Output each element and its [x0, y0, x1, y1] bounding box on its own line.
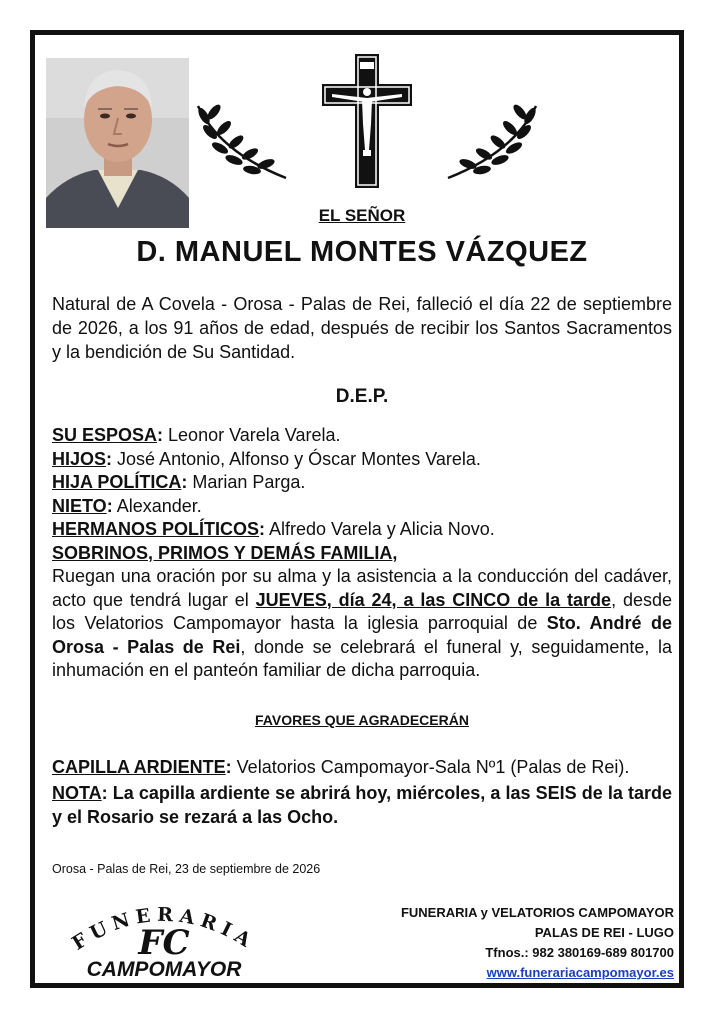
deceased-name: D. MANUEL MONTES VÁZQUEZ	[136, 236, 588, 268]
website-link[interactable]: www.funerariacampomayor.es	[486, 965, 674, 980]
capilla-ardiente: CAPILLA ARDIENTE: Velatorios Campomayor-Sala Nº1 (Palas de Rei).	[52, 757, 630, 777]
nota-value: La capilla ardiente se abrirá hoy, miércoles, a las SEIS de la tarde y el Rosario se rezará a las Ocho.	[52, 783, 672, 827]
family-entry: HIJA POLÍTICA: Marian Parga.	[52, 472, 306, 492]
portrait-photo	[46, 58, 189, 228]
ceremony-church: Sto. André de Orosa - Palas de Rei	[52, 613, 673, 657]
family-list	[52, 424, 672, 683]
company-name: FUNERARIA y VELATORIOS CAMPOMAYOR	[400, 905, 674, 920]
capilla-label: CAPILLA ARDIENTE	[52, 757, 226, 777]
logo-arc-text: FUNERARIA	[68, 903, 260, 955]
family-entry: SOBRINOS, PRIMOS Y DEMÁS FAMILIA,	[52, 542, 398, 563]
ceremony-time: JUEVES, día 24, a las CINCO de la tarde	[255, 589, 612, 610]
family-entry: HERMANOS POLÍTICOS: Alfredo Varela y Alicia Novo.	[52, 519, 495, 539]
crucifix-icon	[322, 54, 412, 188]
family-value: José Antonio, Alfonso y Óscar Montes Varela.	[112, 448, 481, 469]
family-label: HIJA POLÍTICA	[52, 472, 182, 492]
intro-paragraph: Natural de A Covela - Orosa - Palas de Rei, falleció el día 22 de septiembre de 2026, a los 91 años de edad, después de recibir los Santos Sacramentos y la bendición de Su Santidad.	[52, 294, 672, 362]
nota-label: NOTA	[52, 783, 102, 803]
family-label: HERMANOS POLÍTICOS	[52, 519, 260, 539]
title-prefix: EL SEÑOR	[318, 206, 406, 225]
company-location: PALAS DE REI - LUGO	[534, 925, 674, 940]
family-label: SU ESPOSA	[52, 425, 158, 445]
family-value: Leonor Varela Varela.	[163, 425, 341, 445]
family-label: NIETO	[52, 495, 107, 516]
nota: NOTA: La capilla ardiente se abrirá hoy, miércoles, a las SEIS de la tarde y el Rosario se rezará a las Ocho.	[52, 783, 672, 827]
company-phones: Tfnos.: 982 380169-689 801700	[485, 945, 674, 960]
dep-heading: D.E.P.	[335, 386, 389, 407]
family-value: Alfredo Varela y Alicia Novo.	[265, 519, 495, 539]
family-value: Alexander.	[112, 495, 202, 516]
family-value: Marian Parga.	[187, 472, 306, 492]
laurel-branch-icon	[190, 102, 290, 184]
family-entry: SU ESPOSA: Leonor Varela Varela.	[52, 425, 341, 445]
favores-line: FAVORES QUE AGRADECERÁN	[255, 712, 469, 728]
family-entry: HIJOS: José Antonio, Alfonso y Óscar Montes Varela.	[52, 448, 481, 469]
ceremony-paragraph: Ruegan una oración por su alma y la asistencia a la conducción del cadáver, acto que tendrá lugar el JUEVES, día 24, a las CINCO de la tarde, desde los Velatorios Campomayor hasta la iglesia parroquial de Sto. André de Orosa - Palas de Rei, donde se celebrará el funeral y, seguidamente, la inhumación en el panteón familiar de dicha parroquia.	[52, 566, 673, 680]
contact-block	[401, 903, 674, 983]
family-entry: NIETO: Alexander.	[52, 495, 202, 516]
date-line: Orosa - Palas de Rei, 23 de septiembre de 2026	[52, 862, 321, 876]
laurel-branch-icon	[444, 102, 544, 184]
logo-monogram: FC	[138, 923, 190, 963]
capilla-value: Velatorios Campomayor-Sala Nº1 (Palas de Rei).	[231, 757, 630, 777]
family-label: HIJOS	[52, 448, 107, 469]
family-label: SOBRINOS, PRIMOS Y DEMÁS FAMILIA	[52, 542, 393, 563]
funeraria-logo	[56, 890, 272, 980]
logo-brand: CAMPOMAYOR	[86, 958, 242, 980]
